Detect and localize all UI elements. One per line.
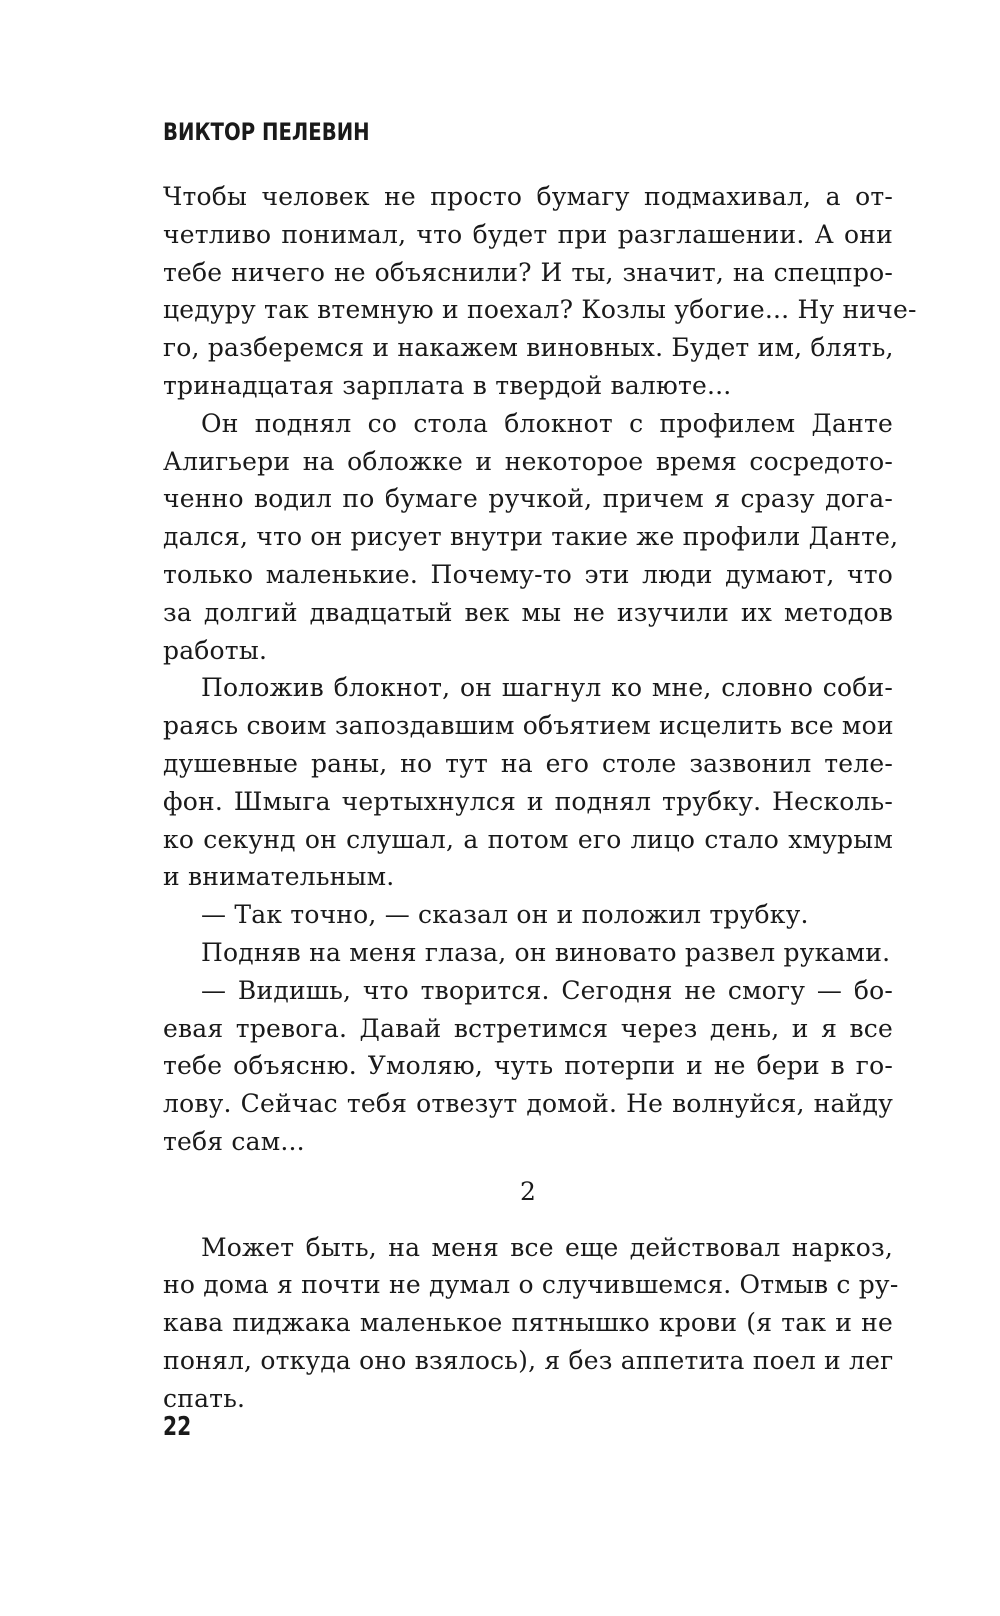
paragraph-5 xyxy=(163,934,893,972)
text-line: работы. xyxy=(163,635,268,665)
text-line: фон. Шмыга чертыхнулся и поднял трубку. Несколь- xyxy=(163,786,893,816)
text-line: цедуру так втемную и поехал? Козлы убогие... Ну ниче- xyxy=(163,295,917,325)
text-line: раясь своим запоздавшим объятием исцелить все мои xyxy=(163,711,894,741)
text-line: душевные раны, но тут на его столе зазвонил теле- xyxy=(163,748,893,778)
page-number: 22 xyxy=(163,1412,192,1442)
paragraph-6 xyxy=(163,972,893,1161)
text-line: понял, откуда оно взялось), я без аппетита поел и лег xyxy=(163,1345,894,1375)
paragraph-4 xyxy=(163,896,893,934)
text-line: Чтобы человек не просто бумагу подмахивал, а от- xyxy=(163,182,893,211)
text-line: но дома я почти не думал о случившемся. Отмыв с ру- xyxy=(163,1270,899,1300)
body-text xyxy=(163,178,917,1418)
text-line: четливо понимал, что будет при разглашении. А они xyxy=(163,219,893,249)
text-line: — Видишь, что творится. Сегодня не смогу — бо- xyxy=(201,975,893,1005)
section-number: 2 xyxy=(519,1176,537,1206)
text-line: Алигьери на обложке и некоторое время сосредото- xyxy=(163,446,893,476)
text-line: кава пиджака маленькое пятнышко крови (я так и не xyxy=(163,1308,893,1338)
paragraph-2 xyxy=(163,405,899,670)
text-line: тебе объясню. Умоляю, чуть потерпи и не бери в го- xyxy=(163,1051,893,1081)
paragraph-3 xyxy=(163,669,893,896)
text-line: — Так точно, — сказал он и положил трубку. xyxy=(201,900,809,930)
text-line: ченно водил по бумаге ручкой, причем я сразу дога- xyxy=(163,484,893,514)
text-line: ко секунд он слушал, а потом его лицо стало хмурым xyxy=(163,824,893,854)
text-line: только маленькие. Почему-то эти люди думают, что xyxy=(163,559,893,589)
text-line: Положив блокнот, он шагнул ко мне, словно соби- xyxy=(201,673,893,703)
text-line: и внимательным. xyxy=(163,862,395,892)
text-line: за долгий двадцатый век мы не изучили их методов xyxy=(163,597,893,627)
text-line: тринадцатая зарплата в твердой валюте... xyxy=(163,370,732,400)
text-line: спать. xyxy=(163,1383,246,1413)
text-line: Подняв на меня глаза, он виновато развел руками. xyxy=(201,937,891,967)
paragraph-7 xyxy=(163,1229,899,1418)
text-line: тебе ничего не объяснили? И ты, значит, на спецпро- xyxy=(163,257,893,287)
text-line: евая тревога. Давай встретимся через день, и я все xyxy=(163,1013,893,1043)
text-line: дался, что он рисует внутри такие же профили Данте, xyxy=(163,522,899,552)
running-head: ВИКТОР ПЕЛЕВИН xyxy=(163,118,370,146)
text-line: го, разберемся и накажем виновных. Будет им, блять, xyxy=(163,333,894,363)
text-line: Он поднял со стола блокнот с профилем Данте xyxy=(201,408,893,438)
paragraph-1 xyxy=(163,178,917,405)
text-line: Может быть, на меня все еще действовал наркоз, xyxy=(201,1232,893,1262)
text-line: лову. Сейчас тебя отвезут домой. Не волнуйся, найду xyxy=(163,1089,893,1119)
text-line: тебя сам... xyxy=(163,1126,305,1156)
